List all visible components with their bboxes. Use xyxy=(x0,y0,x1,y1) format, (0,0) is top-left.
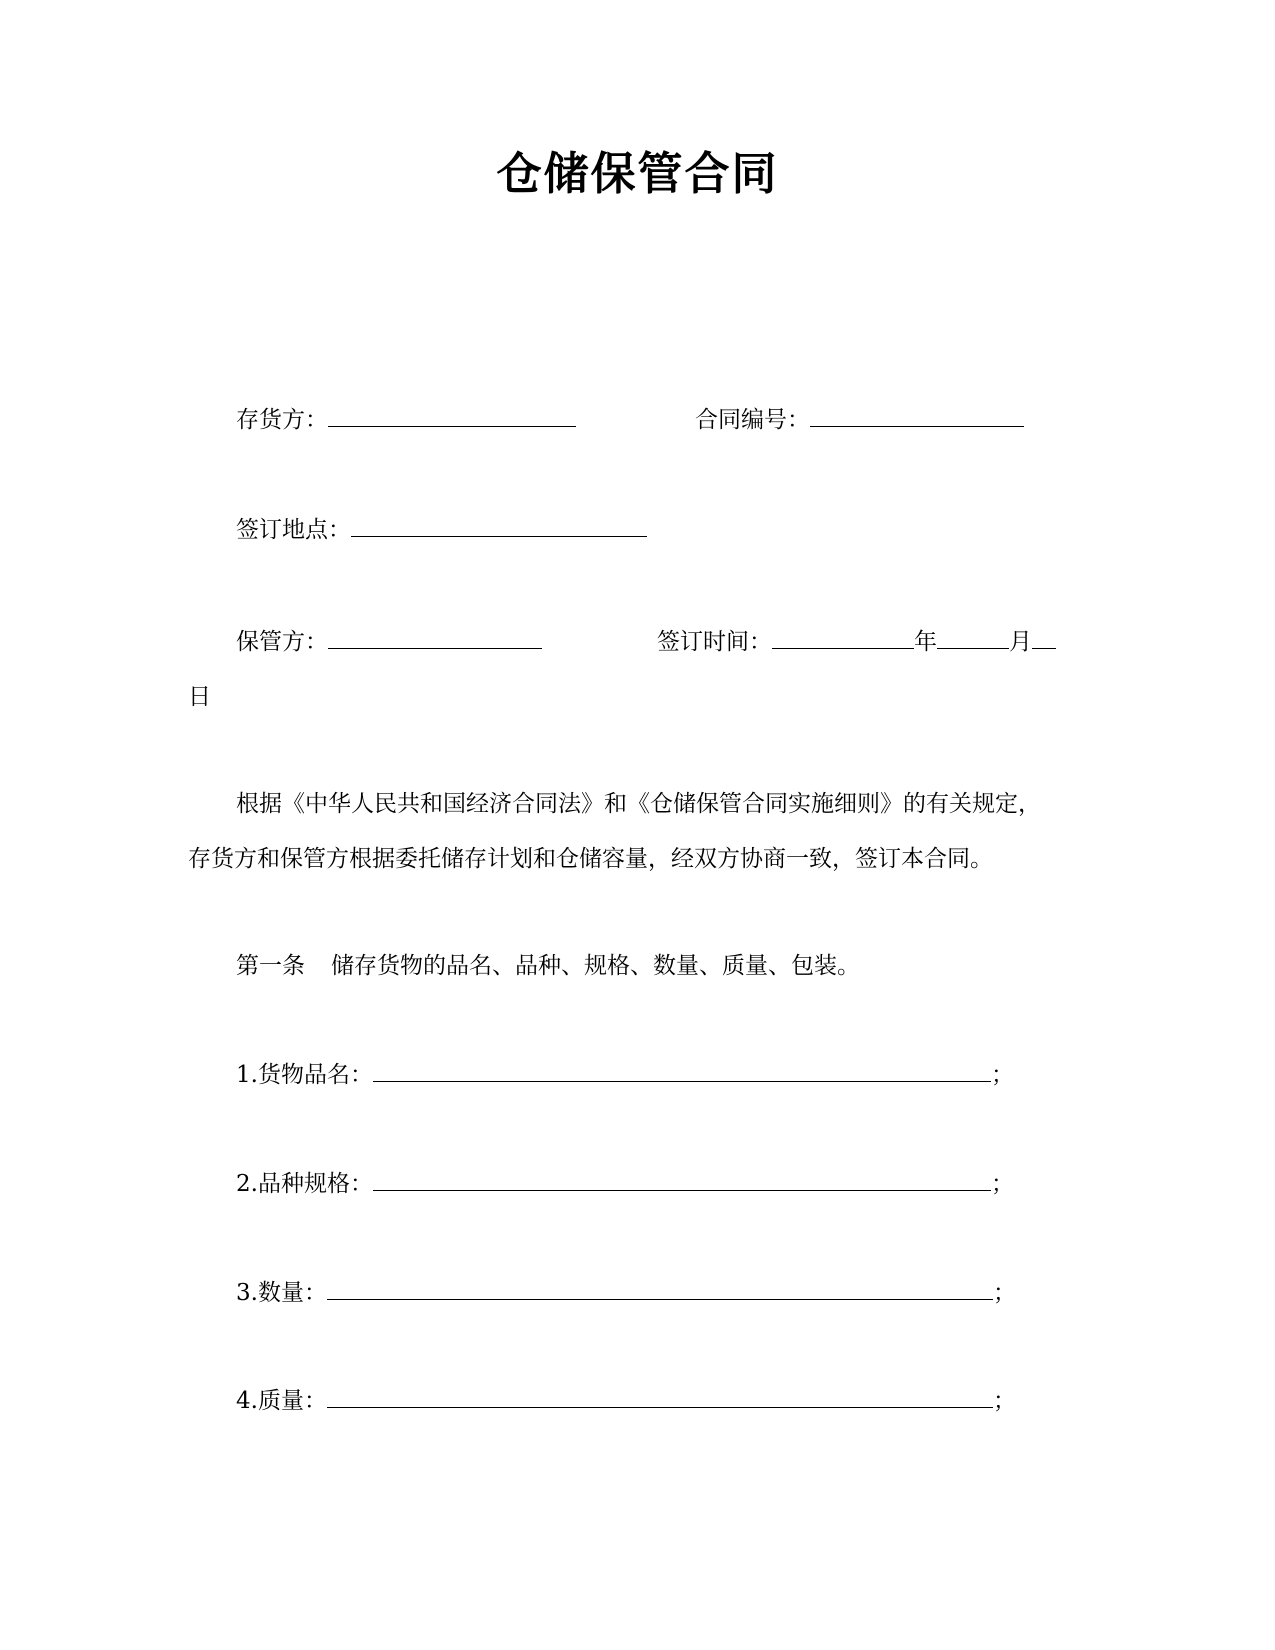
article-1-heading xyxy=(236,951,860,981)
sign-place-label: 签订地点： xyxy=(236,517,351,543)
contract-no-row xyxy=(695,404,1024,435)
item-quality xyxy=(236,1385,1016,1416)
intro-line-2: 存货方和保管方根据委托储存计划和仓储容量，经双方协商一致，签订本合同。 xyxy=(188,846,993,872)
year-blank[interactable] xyxy=(772,626,914,649)
intro-line-1: 根据《中华人民共和国经济合同法》和《仓储保管合同实施细则》的有关规定， xyxy=(236,791,1041,817)
contract-no-blank[interactable] xyxy=(810,404,1024,427)
month-label: 月 xyxy=(1009,629,1032,655)
sign-place-row xyxy=(236,514,647,545)
item-blank[interactable] xyxy=(327,1277,993,1300)
item-end: ； xyxy=(990,1171,1014,1197)
custodian-blank[interactable] xyxy=(328,626,542,649)
item-blank[interactable] xyxy=(373,1168,991,1191)
month-blank[interactable] xyxy=(937,626,1009,649)
sign-time-row xyxy=(657,626,1056,657)
item-label: 3.数量： xyxy=(236,1280,327,1306)
item-goods-name xyxy=(236,1059,1014,1090)
custodian-label: 保管方： xyxy=(236,629,328,655)
item-end: ； xyxy=(992,1388,1016,1414)
day-label: 日 xyxy=(188,684,211,710)
item-label: 4.质量： xyxy=(236,1388,327,1414)
item-label: 1.货物品名： xyxy=(236,1062,373,1088)
article-1-text: 储存货物的品名、品种、规格、数量、质量、包装。 xyxy=(331,953,860,979)
document-title: 仓储保管合同 xyxy=(496,147,779,200)
item-end: ； xyxy=(992,1280,1016,1306)
day-row xyxy=(188,682,211,712)
item-variety-spec xyxy=(236,1168,1014,1199)
day-blank[interactable] xyxy=(1032,626,1056,649)
item-blank[interactable] xyxy=(327,1385,993,1408)
item-blank[interactable] xyxy=(373,1059,991,1082)
item-quantity xyxy=(236,1277,1016,1308)
item-label: 2.品种规格： xyxy=(236,1171,373,1197)
depositor-blank[interactable] xyxy=(328,404,576,427)
sign-time-label: 签订时间： xyxy=(657,629,772,655)
contract-no-label: 合同编号： xyxy=(695,407,810,433)
depositor-row xyxy=(236,404,576,435)
depositor-label: 存货方： xyxy=(236,407,328,433)
item-end: ； xyxy=(990,1062,1014,1088)
year-label: 年 xyxy=(914,629,937,655)
custodian-row xyxy=(236,626,542,657)
sign-place-blank[interactable] xyxy=(351,514,647,537)
article-1-number: 第一条 xyxy=(236,953,305,979)
